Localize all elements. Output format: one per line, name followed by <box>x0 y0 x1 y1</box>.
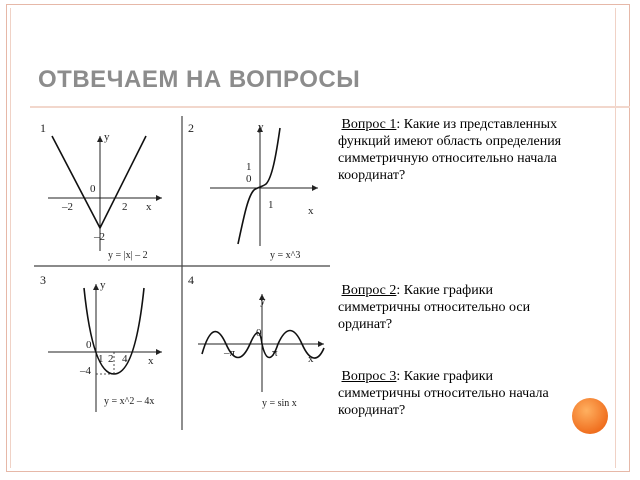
graph-1-y-label: y <box>104 131 110 143</box>
question-2-label: Вопрос 2 <box>341 283 397 298</box>
graphs-panel <box>34 116 330 430</box>
question-2 <box>334 282 568 333</box>
graph-3-tick-x2: 2 <box>108 353 114 365</box>
graph-2-equation: y = x^3 <box>270 250 301 261</box>
graph-4-right-label: x <box>308 353 314 365</box>
graph-3-tick-origin: 0 <box>86 339 92 351</box>
graph-3-number: 3 <box>40 273 46 287</box>
graph-2-number: 2 <box>188 121 194 135</box>
question-3-label: Вопрос 3 <box>341 369 397 384</box>
title-divider <box>30 106 630 108</box>
graph-1-y-arrow <box>97 136 103 142</box>
graph-1-number: 1 <box>40 121 46 135</box>
graph-3-tick-x4: 4 <box>122 353 128 365</box>
graph-2-tick-origin: 0 <box>246 173 252 185</box>
graph-4-tick-origin: 0 <box>256 327 262 339</box>
graph-1-curve <box>52 136 146 228</box>
graph-1 <box>40 121 162 261</box>
graph-3-y-label: y <box>100 279 106 291</box>
graph-3-x-arrow <box>156 349 162 355</box>
graph-3-x-label: x <box>148 355 154 367</box>
graph-3-tick-x1: 1 <box>98 353 104 365</box>
graph-4-tick-pi: π <box>272 347 278 359</box>
graph-4-number: 4 <box>188 273 194 287</box>
graph-3-equation: y = x^2 – 4x <box>104 396 155 407</box>
accent-circle <box>572 398 608 434</box>
graphs-figure <box>34 116 330 430</box>
graph-1-equation: y = |x| – 2 <box>108 250 148 261</box>
graph-4-x-arrow <box>318 341 324 347</box>
graph-2-x-arrow <box>312 185 318 191</box>
graph-4 <box>188 273 324 409</box>
graph-3-tick-yneg4: –4 <box>80 365 91 377</box>
graph-3-y-arrow <box>93 284 99 290</box>
graph-4-tick-negpi: –π <box>224 347 236 359</box>
graph-1-tick-xneg: –2 <box>62 201 73 213</box>
graph-2-y-label: y <box>258 121 264 133</box>
graph-1-tick-yneg: –2 <box>94 231 105 243</box>
graph-1-x-label: x <box>146 201 152 213</box>
question-2-text: : Какие графики симметричны относительно оси ординат? <box>338 283 531 332</box>
graph-2-x-label: x <box>308 205 314 217</box>
graph-2-tick-y1: 1 <box>246 161 252 173</box>
question-1 <box>334 116 568 184</box>
graph-2-tick-x1: 1 <box>268 199 274 211</box>
graph-1-tick-origin: 0 <box>90 183 96 195</box>
graph-1-tick-xpos: 2 <box>122 201 128 213</box>
question-1-label: Вопрос 1 <box>341 117 397 132</box>
question-3-text: : Какие графики симметричны относительно начала координат? <box>338 369 549 418</box>
question-1-text: : Какие из представленных функций имеют область определения симметричную относительно начала координат? <box>338 117 562 183</box>
question-3 <box>334 368 568 419</box>
graph-3 <box>40 273 162 412</box>
graph-4-top-label: y <box>260 295 266 307</box>
graph-1-x-arrow <box>156 195 162 201</box>
graph-2 <box>188 121 318 261</box>
graph-4-equation: y = sin x <box>262 398 297 409</box>
graph-2-curve <box>238 128 280 244</box>
slide-title: ОТВЕЧАЕМ НА ВОПРОСЫ <box>38 66 361 93</box>
